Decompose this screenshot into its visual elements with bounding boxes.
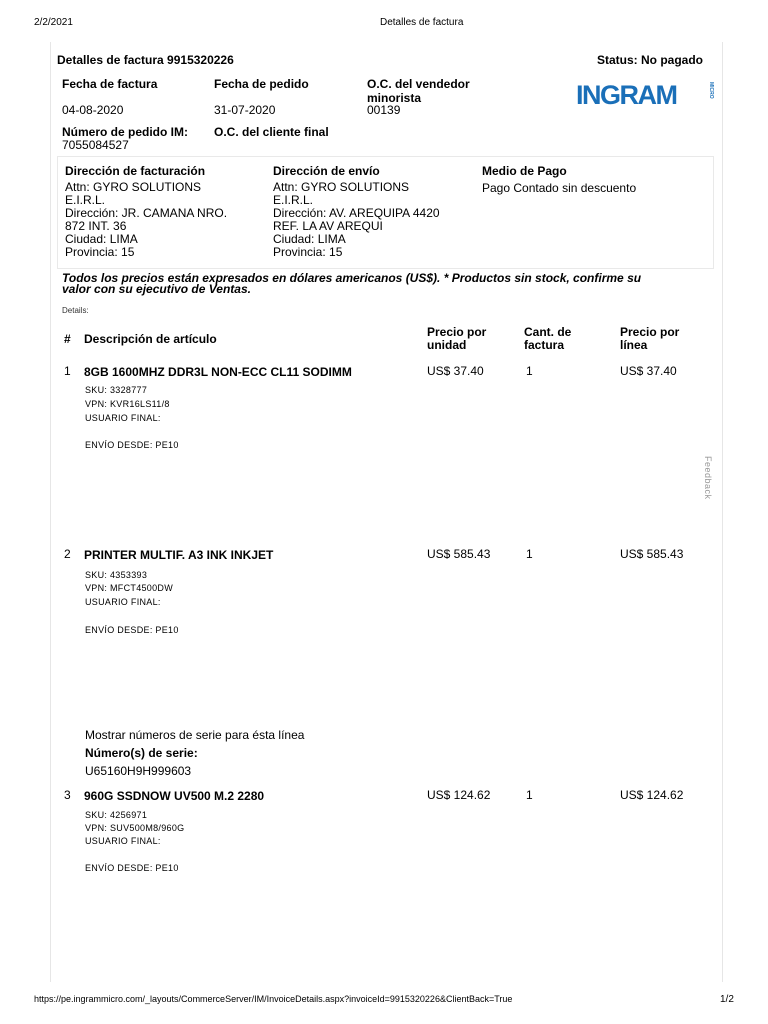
item-description: 8GB 1600MHZ DDR3L NON-ECC CL11 SODIMM	[84, 365, 352, 379]
print-url: https://pe.ingrammicro.com/_layouts/CommerceServer/IM/InvoiceDetails.aspx?invoiceId=9915320226&ClientBack=True	[34, 994, 513, 1004]
col-header-unit-price-line1: Precio por	[427, 325, 487, 339]
payment-value: Pago Contado sin descuento	[482, 181, 637, 195]
logo-text: INGRAM	[576, 80, 677, 108]
print-date: 2/2/2021	[34, 17, 73, 28]
oc-cliente-label: O.C. del cliente final	[214, 125, 329, 139]
item-sku: SKU: 3328777	[85, 385, 148, 395]
fecha-factura-value: 04-08-2020	[62, 103, 124, 117]
col-header-qty-line2: factura	[524, 338, 565, 352]
fecha-pedido-value: 31-07-2020	[214, 103, 276, 117]
oc-vendedor-label	[367, 77, 470, 105]
col-header-line-price-line2: línea	[620, 338, 648, 352]
item-qty: 1	[526, 547, 533, 561]
numero-pedido-label: Número de pedido IM:	[62, 125, 188, 139]
item-line-price: US$ 124.62	[620, 788, 684, 802]
print-title: Detalles de factura	[380, 17, 464, 28]
page-left-border	[50, 42, 51, 982]
logo-subtext: MICRO	[708, 82, 714, 99]
billing-label: Dirección de facturación	[65, 164, 206, 178]
item-num: 3	[64, 788, 71, 802]
price-notice-line1: Todos los precios están expresados en dólares americanos (US$). * Productos sin stock, confirme su	[62, 271, 642, 285]
item-unit-price: US$ 585.43	[427, 547, 491, 561]
shipping-line: Ciudad: LIMA	[273, 232, 346, 246]
item-line-price: US$ 585.43	[620, 547, 684, 561]
fecha-factura-label: Fecha de factura	[62, 77, 158, 91]
item-usuario-final: USUARIO FINAL:	[85, 836, 161, 846]
details-label: Details:	[62, 306, 89, 315]
item-unit-price: US$ 124.62	[427, 788, 491, 802]
print-page-number: 1/2	[720, 994, 734, 1005]
shipping-address	[273, 181, 440, 259]
col-header-qty-line1: Cant. de	[524, 325, 572, 339]
item-num: 1	[64, 364, 71, 378]
billing-line: Provincia: 15	[65, 245, 135, 259]
col-header-unit-price	[427, 326, 486, 352]
shipping-line: Dirección: AV. AREQUIPA 4420	[273, 206, 440, 220]
payment-label: Medio de Pago	[482, 164, 567, 178]
col-header-unit-price-line2: unidad	[427, 338, 467, 352]
invoice-title: Detalles de factura 9915320226	[57, 53, 234, 67]
item-vpn: VPN: SUV500M8/960G	[85, 823, 185, 833]
shipping-label: Dirección de envío	[273, 164, 380, 178]
item-envio-desde: ENVÍO DESDE: PE10	[85, 625, 179, 635]
show-serial-numbers-link[interactable]: Mostrar números de serie para ésta línea	[85, 728, 305, 742]
feedback-tab[interactable]: Feedback	[703, 456, 713, 500]
price-notice	[62, 273, 722, 295]
billing-address	[65, 181, 227, 259]
item-sku: SKU: 4256971	[85, 810, 148, 820]
item-envio-desde: ENVÍO DESDE: PE10	[85, 440, 179, 450]
oc-vendedor-value: 00139	[367, 103, 401, 117]
price-notice-line2: valor con su ejecutivo de Ventas.	[62, 282, 251, 296]
item-envio-desde: ENVÍO DESDE: PE10	[85, 863, 179, 873]
billing-line: Dirección: JR. CAMANA NRO.	[65, 206, 228, 220]
page-right-border	[722, 42, 723, 982]
item-sku: SKU: 4353393	[85, 570, 148, 580]
item-vpn: VPN: KVR16LS11/8	[85, 399, 170, 409]
billing-line: 872 INT. 36	[65, 219, 127, 233]
item-usuario-final: USUARIO FINAL:	[85, 597, 161, 607]
item-line-price: US$ 37.40	[620, 364, 677, 378]
item-qty: 1	[526, 364, 533, 378]
item-qty: 1	[526, 788, 533, 802]
item-description: PRINTER MULTIF. A3 INK INKJET	[84, 548, 274, 562]
numero-pedido-value: 7055084527	[62, 138, 129, 152]
col-header-line-price	[620, 326, 679, 352]
item-num: 2	[64, 547, 71, 561]
serial-number-value: U65160H9H999603	[85, 764, 192, 778]
col-header-num: #	[64, 332, 71, 346]
shipping-line: E.I.R.L.	[273, 193, 314, 207]
shipping-line: Attn: GYRO SOLUTIONS	[273, 180, 410, 194]
invoice-status: Status: No pagado	[597, 53, 704, 67]
billing-line: Attn: GYRO SOLUTIONS	[65, 180, 202, 194]
item-description: 960G SSDNOW UV500 M.2 2280	[84, 789, 265, 803]
billing-line: Ciudad: LIMA	[65, 232, 138, 246]
oc-vendedor-label-line1: O.C. del vendedor	[367, 77, 470, 91]
serial-numbers-label: Número(s) de serie:	[85, 746, 198, 760]
shipping-line: REF. LA AV AREQUI	[273, 219, 383, 233]
col-header-qty	[524, 326, 571, 352]
item-unit-price: US$ 37.40	[427, 364, 484, 378]
ingram-micro-logo	[576, 78, 716, 108]
item-vpn: VPN: MFCT4500DW	[85, 583, 174, 593]
item-usuario-final: USUARIO FINAL:	[85, 413, 161, 423]
fecha-pedido-label: Fecha de pedido	[214, 77, 309, 91]
col-header-line-price-line1: Precio por	[620, 325, 680, 339]
shipping-line: Provincia: 15	[273, 245, 343, 259]
billing-line: E.I.R.L.	[65, 193, 106, 207]
oc-vendedor-label-line2: minorista	[367, 91, 422, 105]
col-header-desc: Descripción de artículo	[84, 332, 217, 346]
